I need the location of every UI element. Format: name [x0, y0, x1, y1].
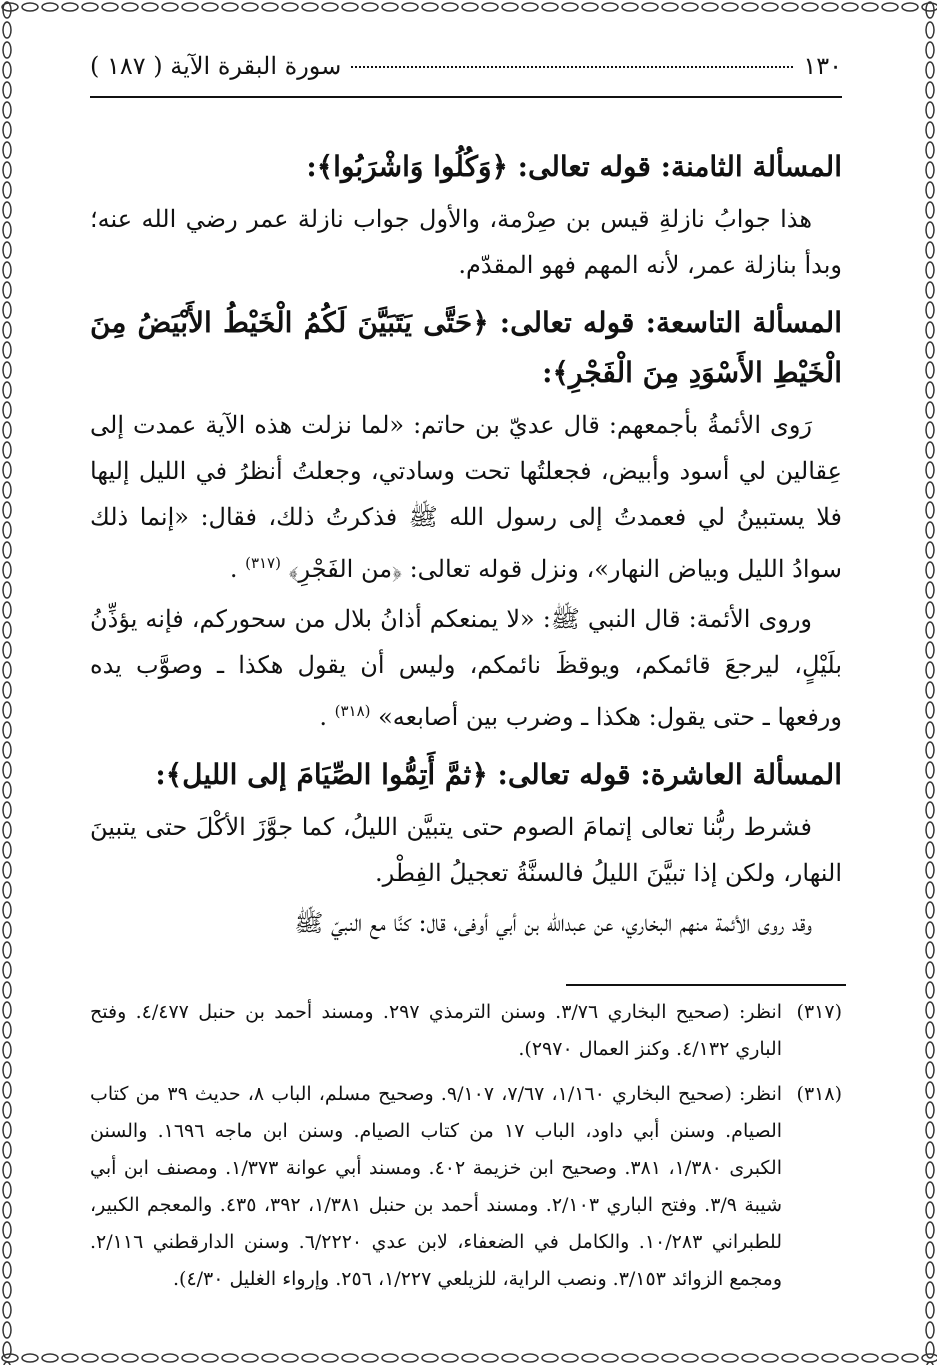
- footnote-ref-317[interactable]: (٣١٧): [245, 554, 281, 572]
- section-heading-10: المسألة العاشرة: قوله تعالى: ﴿ثمَّ أَتِمُّوا الصِّيَامَ إلى الليل﴾:: [155, 758, 842, 791]
- footnote-317: [90, 994, 842, 1068]
- decorative-border-left: [0, 0, 14, 1365]
- paragraph-text: رَوى الأئمةُ بأجمعهم: قال عديّ بن حاتم: «لما نزلت هذه الآية عمدت إلى عِقالين لي أسود وأبيض، فجعلتُها تحت وسادتي، وجعلتُ أنظرُ في الليل إليها فلا يستبينُ لي فعمدتُ إلى رسول الله ﷺ فذكرتُ ذلك، فقال: «إنما ذلك سوادُ الليل وبياض النهار»، ونزل قوله تعالى: ﴿من الفَجْرِ﴾: [90, 411, 842, 583]
- footnote-number: (٣١٨): [796, 1083, 842, 1105]
- footnote-ref-318[interactable]: (٣١٨): [334, 702, 371, 720]
- paragraph: وقد روى الأئمة منهم البخاري، عن عبدالله بن أبي أوفى، قال: كنَّا مع النبيّ ﷺ: [294, 909, 812, 937]
- page-content: [90, 52, 842, 1298]
- running-title: سورة البقرة الآية ( ١٨٧ ): [90, 52, 342, 80]
- paragraph: رَوى الأئمةُ بأجمعهم: قال عديّ بن حاتم: «لما نزلت هذه الآية عمدت إلى عِقالين لي أسود وأبيض، فجعلتُها تحت وسادتي، وجعلتُ أنظرُ في الليل إليها فلا يستبينُ لي فعمدتُ إلى رسول الله ﷺ فذكرتُ ذلك، فقال: «إنما ذلك سوادُ الليل وبياض النهار»، ونزل قوله تعالى: ﴿من الفَجْرِ﴾ $^{(٣١٧)}$ .: [90, 411, 842, 583]
- footnote-number: (٣١٧): [796, 1001, 842, 1023]
- paragraph: وروى الأئمة: قال النبي ﷺ: «لا يمنعكم أذانُ بلال من سحوركم، فإنه يؤذِّنُ بلَيْلٍ، ليرجعَ قائمكم، ويوقظَ نائمكم، وليس أن يقول هكذا ـ وصوَّب يده ورفعها ـ حتى يقول: هكذا ـ وضرب بين أصابعه» $^{(٣١٨)}$ .: [90, 605, 843, 731]
- paragraph-text: وروى الأئمة: قال النبي ﷺ: «لا يمنعكم أذانُ بلال من سحوركم، فإنه يؤذِّنُ بلَيْلٍ، ليرجعَ قائمكم، ويوقظَ نائمكم، وليس أن يقول هكذا ـ وصوَّب يده ورفعها ـ حتى يقول: هكذا ـ وضرب بين أصابعه»: [90, 605, 843, 731]
- decorative-border-bottom: [0, 1351, 937, 1365]
- footnote-text: انظر: (صحيح البخاري ٣/٧٦. وسنن الترمذي ٢٩٧. ومسند أحمد بن حنبل ٤/٤٧٧. وفتح الباري ٤/١٣٢. وكنز العمال ٢٩٧٠).: [90, 1001, 782, 1060]
- footnote-separator: [566, 984, 846, 986]
- section-heading-9: المسألة التاسعة: قوله تعالى: ﴿حَتَّى يَتَبَيَّنَ لَكُمُ الْخَيْطُ الأَبْيَضُ مِنَ الْخَيْطِ الأَسْوَدِ مِنَ الْفَجْرِ﴾:: [90, 306, 842, 389]
- section-heading-8: المسألة الثامنة: قوله تعالى: ﴿وَكُلُوا وَاشْرَبُوا﴾:: [306, 150, 842, 183]
- running-header: [90, 52, 842, 98]
- footnote-318: [90, 1076, 842, 1298]
- paragraph: هذا جوابُ نازلةِ قيس بن صِرْمة، والأول جواب نازلة عمر رضي الله عنه؛ وبدأ بنازلة عمر، لأنه المهم فهو المقدّم.: [90, 205, 842, 279]
- footnote-text: انظر: (صحيح البخاري ١/١٦٠، ٧/٦٧، ٩/١٠٧. وصحيح مسلم، الباب ٨، حديث ٣٩ من كتاب الصيام. وسنن أبي داود، الباب ١٧ من كتاب الصيام. وسنن ابن ماجه ١٦٩٦. والسنن الكبرى ١/٣٨٠، ٣٨١. وصحيح ابن خزيمة ٤٠٢. ومسند أبي عوانة ١/٣٧٣. ومصنف ابن أبي شيبة ٣/٩. وفتح الباري ٢/١٠٣. ومسند أحمد بن حنبل ١/٣٨١، ٣٩٢، ٤٣٥. والمعجم الكبير، للطبراني ١٠/٢٨٣. والكامل في الضعفاء، لابن عدي ٦/٢٢٢٠. وسنن الدارقطني ٢/١١٦. ومجمع الزوائد ٣/١٥٣. ونصب الراية، للزيلعي ١/٢٢٧، ٢٥٦. وإرواء الغليل ٤/٣٠).: [90, 1083, 783, 1290]
- paragraph: فشرط ربُّنا تعالى إتمامَ الصوم حتى يتبيَّن الليلُ، كما جوَّزَ الأكْلَ حتى يتبينَ النهار، ولكن إذا تبيَّنَ الليلُ فالسنَّةُ تعجيلُ الفِطْر.: [90, 813, 842, 887]
- page-number: ١٣٠: [803, 52, 842, 80]
- header-dot-leader: [351, 66, 793, 68]
- decorative-border-right: [923, 0, 937, 1365]
- decorative-border-top: [0, 0, 937, 14]
